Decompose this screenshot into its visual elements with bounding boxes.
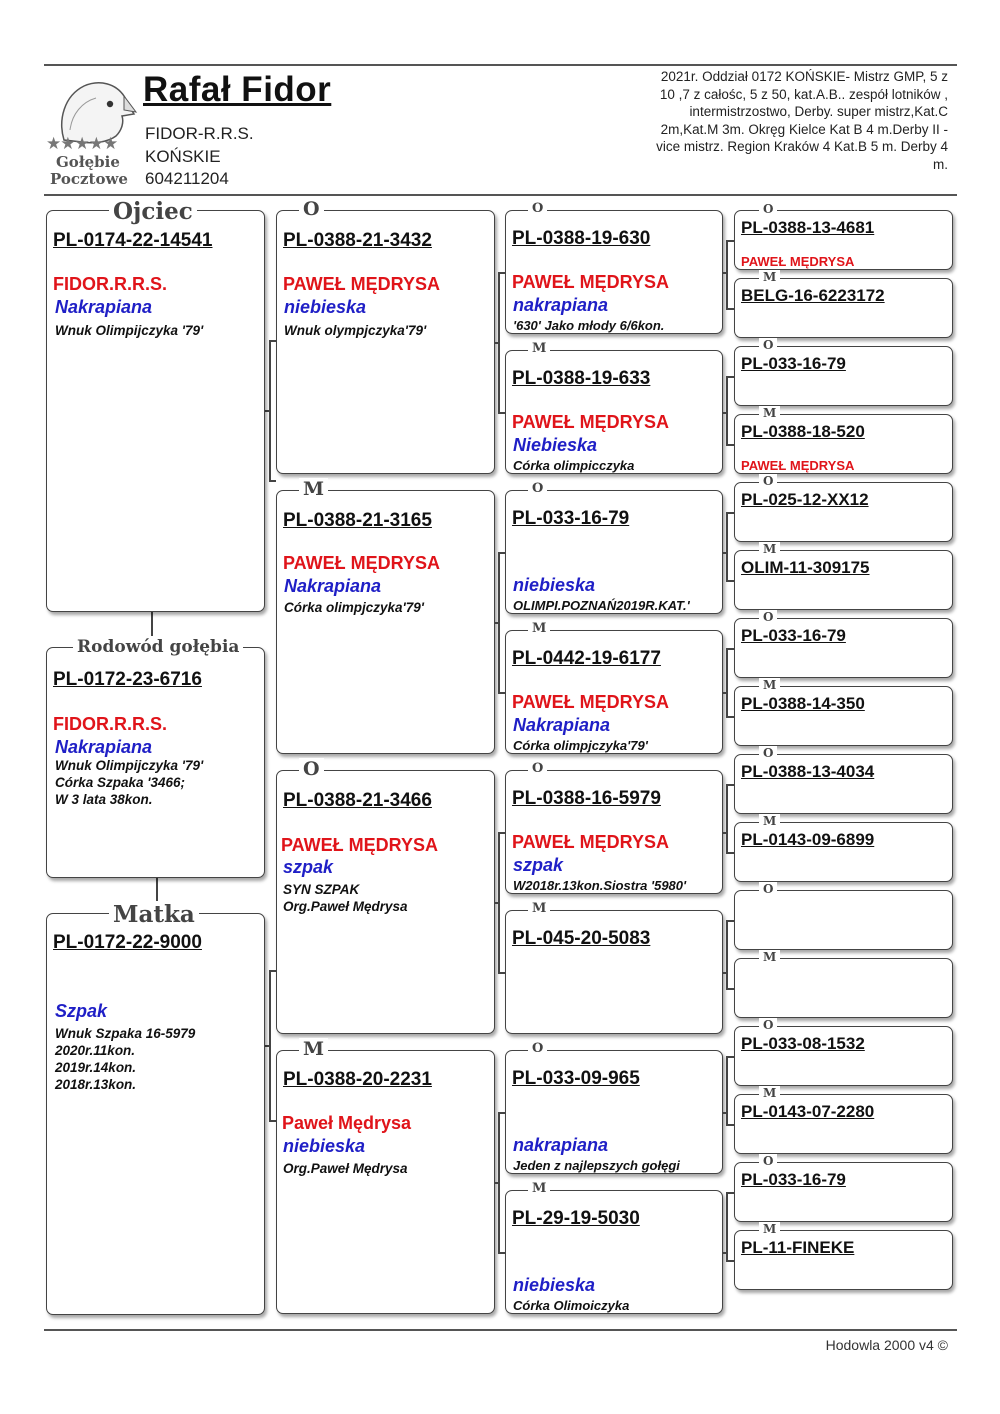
gen2-ring: PL-0388-21-3466 bbox=[283, 790, 432, 811]
logo-text-1: Gołębie bbox=[56, 153, 120, 171]
connector bbox=[156, 878, 158, 902]
gen4-card-8[interactable] bbox=[734, 746, 953, 814]
connector bbox=[269, 480, 276, 482]
gen2-breeder: PAWEŁ MĘDRYSA bbox=[283, 553, 441, 573]
gender-label: O bbox=[759, 882, 777, 896]
gen4-card-4[interactable] bbox=[734, 474, 953, 542]
gen2-card-3[interactable] bbox=[276, 1038, 495, 1314]
gen4-ring: PL-033-16-79 bbox=[741, 626, 846, 645]
gen2-color: niebieska bbox=[283, 1136, 366, 1156]
gen3-ring: PL-0388-19-630 bbox=[512, 228, 651, 249]
gender-label: O bbox=[759, 338, 777, 352]
logo-stars: ★★★★★ bbox=[46, 134, 118, 153]
achievements bbox=[603, 68, 948, 173]
connector bbox=[726, 988, 734, 990]
gen2-note bbox=[283, 881, 408, 915]
gen2-color: Nakrapiana bbox=[284, 576, 382, 596]
father-breeder: FIDOR.R.R.S. bbox=[53, 274, 168, 294]
gen4-ring: PL-0388-18-520 bbox=[741, 422, 865, 441]
father-label: Ojciec bbox=[109, 198, 197, 225]
connector bbox=[726, 648, 734, 650]
gender-label: M bbox=[299, 1038, 328, 1060]
gen4-card-14[interactable] bbox=[734, 1154, 953, 1222]
connector bbox=[498, 552, 500, 692]
connector bbox=[498, 832, 505, 834]
gen4-card-0[interactable] bbox=[734, 202, 953, 270]
gen4-ring: PL-033-16-79 bbox=[741, 354, 846, 373]
note-line: 2018r.13kon. bbox=[55, 1077, 137, 1092]
gen3-card-2[interactable] bbox=[505, 481, 723, 614]
connector bbox=[726, 1056, 734, 1058]
gen3-note: Córka olimpicczyka bbox=[513, 458, 635, 473]
connector bbox=[269, 340, 271, 480]
gen4-ring: PL-025-12-XX12 bbox=[741, 490, 869, 509]
gender-label: M bbox=[759, 950, 780, 964]
gen4-card-7[interactable] bbox=[734, 678, 953, 746]
gender-label: M bbox=[759, 1086, 780, 1100]
connector bbox=[498, 1112, 500, 1252]
gen3-note: '630' Jako młody 6/6kon. bbox=[513, 318, 665, 333]
gen2-ring: PL-0388-21-3432 bbox=[283, 230, 432, 251]
connector bbox=[269, 1120, 276, 1122]
gender-label: M bbox=[759, 406, 780, 420]
mother-label: Matka bbox=[109, 901, 199, 928]
subject-card[interactable] bbox=[46, 637, 265, 878]
mother-card[interactable] bbox=[46, 901, 265, 1315]
owner-phone: 604211204 bbox=[145, 169, 229, 188]
gen4-card-6[interactable] bbox=[734, 610, 953, 678]
connector bbox=[726, 240, 728, 308]
subject-breeder: FIDOR.R.R.S. bbox=[53, 714, 168, 734]
connector bbox=[726, 308, 734, 310]
gen3-color: Nakrapiana bbox=[513, 715, 611, 735]
connector bbox=[726, 1056, 728, 1124]
gender-label: O bbox=[759, 1018, 777, 1032]
gen3-ring: PL-045-20-5083 bbox=[512, 928, 651, 949]
gender-label: O bbox=[759, 474, 777, 488]
gen3-ring: PL-0388-16-5979 bbox=[512, 788, 661, 809]
achievement-line: 10 ,7 z całośc, 5 z 50, kat.A.B.. zespół lotników , bbox=[659, 86, 948, 102]
gen4-ring: BELG-16-6223172 bbox=[741, 286, 885, 305]
gen3-card-5[interactable] bbox=[505, 901, 723, 1034]
gen4-ring: OLIM-11-309175 bbox=[741, 558, 870, 577]
gender-label: O bbox=[759, 610, 777, 624]
connector bbox=[269, 970, 271, 1120]
connector bbox=[726, 444, 734, 446]
connector bbox=[726, 648, 728, 716]
connector bbox=[726, 1124, 734, 1126]
gen3-card-4[interactable] bbox=[505, 761, 723, 894]
connector bbox=[269, 970, 276, 972]
subject-color: Nakrapiana bbox=[55, 737, 153, 757]
gen3-breeder: PAWEŁ MĘDRYSA bbox=[512, 832, 670, 852]
note-line: Córka Szpaka '3466; bbox=[55, 775, 186, 790]
gen2-breeder: PAWEŁ MĘDRYSA bbox=[283, 274, 441, 294]
connector bbox=[498, 412, 505, 414]
note-line: Wnuk Olimpijczyka '79' bbox=[55, 758, 204, 773]
connector bbox=[726, 784, 734, 786]
gender-label: O bbox=[299, 758, 324, 780]
gender-label: M bbox=[759, 814, 780, 828]
father-note: Wnuk Olimpijczyka '79' bbox=[55, 323, 204, 338]
note-line: 2019r.14kon. bbox=[55, 1060, 137, 1075]
gen3-note: OLIMPI.POZNAŃ2019R.KAT.' bbox=[513, 598, 690, 613]
gen3-color: Niebieska bbox=[513, 435, 598, 455]
gen4-card-1[interactable] bbox=[734, 270, 953, 338]
gen3-note: Córka Olimoiczyka bbox=[513, 1298, 630, 1313]
gen3-breeder: PAWEŁ MĘDRYSA bbox=[512, 412, 670, 432]
gen3-ring: PL-0442-19-6177 bbox=[512, 648, 661, 669]
gen4-card-5[interactable] bbox=[734, 542, 953, 610]
software-credit: Hodowla 2000 v4 © bbox=[825, 1337, 948, 1353]
gender-label: O bbox=[759, 746, 777, 760]
connector bbox=[498, 1252, 505, 1254]
connector bbox=[498, 552, 505, 554]
connector bbox=[498, 272, 505, 274]
gen2-card-0[interactable] bbox=[276, 198, 495, 474]
gen2-note: Wnuk olympjczyka'79' bbox=[284, 323, 427, 338]
gen3-color: nakrapiana bbox=[513, 295, 609, 315]
pedigree-label: Rodowód gołębia bbox=[73, 637, 243, 657]
pigeon-logo bbox=[44, 70, 139, 188]
gen3-breeder: PAWEŁ MĘDRYSA bbox=[512, 692, 670, 712]
connector bbox=[726, 1260, 734, 1262]
gen4-card-3[interactable] bbox=[734, 406, 953, 474]
gen2-note: Org.Paweł Mędrysa bbox=[283, 1161, 408, 1176]
gender-label: M bbox=[528, 901, 550, 916]
gen4-ring: PL-0388-13-4681 bbox=[741, 218, 875, 237]
note-line: Org.Paweł Mędrysa bbox=[283, 899, 408, 914]
connector bbox=[498, 692, 505, 694]
gen3-card-7[interactable] bbox=[505, 1181, 723, 1314]
connector bbox=[498, 272, 500, 412]
note-line: SYN SZPAK bbox=[283, 882, 360, 897]
gender-label: O bbox=[299, 198, 324, 220]
gen2-color: niebieska bbox=[284, 297, 367, 317]
father-color: Nakrapiana bbox=[55, 297, 153, 317]
gen2-ring: PL-0388-21-3165 bbox=[283, 510, 432, 531]
connector bbox=[726, 512, 728, 580]
gen3-card-0[interactable] bbox=[505, 201, 723, 334]
mother-note bbox=[55, 1025, 195, 1093]
mother-ring: PL-0172-22-9000 bbox=[53, 932, 202, 953]
gen3-note: Córka olimpjczyka'79' bbox=[513, 738, 648, 753]
achievement-line: m. bbox=[933, 156, 948, 172]
gen3-color: nakrapiana bbox=[513, 1135, 609, 1155]
connector bbox=[726, 1192, 734, 1194]
gen3-color: szpak bbox=[513, 855, 564, 875]
gen2-note: Córka olimpjczyka'79' bbox=[284, 600, 424, 615]
achievement-line: 2m,Kat.M 3m. Okręg Kielce Kat B 4 m.Derby II - bbox=[660, 121, 948, 137]
gen3-ring: PL-033-09-965 bbox=[512, 1068, 640, 1089]
gen3-color: niebieska bbox=[513, 575, 596, 595]
gen4-card-10[interactable] bbox=[734, 882, 953, 950]
gen4-ring: PL-0388-14-350 bbox=[741, 694, 865, 713]
gen2-color: szpak bbox=[283, 857, 334, 877]
logo-text-2: Pocztowe bbox=[50, 170, 128, 188]
connector bbox=[726, 920, 734, 922]
gen2-card-1[interactable] bbox=[276, 478, 495, 754]
gen3-card-3[interactable] bbox=[505, 621, 723, 754]
connector bbox=[726, 920, 728, 988]
gender-label: O bbox=[528, 1041, 547, 1056]
gender-label: O bbox=[528, 201, 547, 216]
gender-label: M bbox=[759, 1222, 780, 1236]
gen4-card-13[interactable] bbox=[734, 1086, 953, 1154]
gen3-note: Jeden z najlepszych gołęgi bbox=[513, 1158, 680, 1173]
gender-label: M bbox=[528, 621, 550, 636]
connector bbox=[726, 852, 734, 854]
gender-label: M bbox=[759, 678, 780, 692]
gen3-color: niebieska bbox=[513, 1275, 596, 1295]
connector bbox=[498, 1112, 505, 1114]
connector bbox=[726, 580, 734, 582]
father-ring: PL-0174-22-14541 bbox=[53, 230, 213, 251]
connector bbox=[726, 1192, 728, 1260]
note-line: W 3 lata 38kon. bbox=[55, 792, 153, 807]
header-top-rule bbox=[44, 64, 957, 66]
gen4-card-12[interactable] bbox=[734, 1018, 953, 1086]
gen3-breeder: PAWEŁ MĘDRYSA bbox=[512, 272, 670, 292]
connector bbox=[151, 612, 153, 636]
gen4-ring: PL-11-FINEKE bbox=[741, 1238, 855, 1257]
connector bbox=[726, 376, 728, 444]
gen2-breeder: PAWEŁ MĘDRYSA bbox=[281, 835, 439, 855]
connector bbox=[726, 240, 734, 242]
note-line: 2020r.11kon. bbox=[55, 1043, 136, 1058]
gender-label: O bbox=[528, 481, 547, 496]
subject-ring: PL-0172-23-6716 bbox=[53, 669, 202, 690]
gender-label: M bbox=[528, 341, 550, 356]
gender-label: M bbox=[299, 478, 328, 500]
connector bbox=[726, 376, 734, 378]
gender-label: O bbox=[759, 202, 777, 216]
gen4-ring: PL-0143-07-2280 bbox=[741, 1102, 875, 1121]
mother-color: Szpak bbox=[55, 1001, 108, 1021]
father-card[interactable] bbox=[46, 198, 265, 612]
gender-label: M bbox=[759, 542, 780, 556]
achievement-line: 2021r. Oddział 0172 KOŃSKIE- Mistrz GMP, 5 z bbox=[660, 69, 948, 84]
gen4-breeder: PAWEŁ MĘDRYSA bbox=[741, 254, 855, 269]
gen2-card-2[interactable] bbox=[276, 758, 495, 1034]
gender-label: M bbox=[528, 1181, 550, 1196]
gen4-breeder: PAWEŁ MĘDRYSA bbox=[741, 458, 855, 473]
connector bbox=[498, 832, 500, 972]
gender-label: M bbox=[759, 270, 780, 284]
gender-label: O bbox=[528, 761, 547, 776]
gen3-card-6[interactable] bbox=[505, 1041, 723, 1174]
gen2-ring: PL-0388-20-2231 bbox=[283, 1069, 432, 1090]
gen4-ring: PL-033-08-1532 bbox=[741, 1034, 865, 1053]
gen4-card-9[interactable] bbox=[734, 814, 953, 882]
gen3-ring: PL-29-19-5030 bbox=[512, 1208, 640, 1229]
note-line: Wnuk Szpaka 16-5979 bbox=[55, 1026, 196, 1041]
connector bbox=[726, 716, 734, 718]
connector bbox=[726, 512, 734, 514]
owner-name: Rafał Fidor bbox=[143, 70, 332, 109]
gender-label: O bbox=[759, 1154, 777, 1168]
gen3-ring: PL-033-16-79 bbox=[512, 508, 630, 529]
gen4-card-11[interactable] bbox=[734, 950, 953, 1018]
gen3-note: W2018r.13kon.Siostra '5980' bbox=[513, 878, 687, 893]
loft-name: FIDOR-R.R.S. bbox=[145, 124, 254, 143]
footer-rule bbox=[44, 1329, 957, 1331]
gen4-ring: PL-0143-09-6899 bbox=[741, 830, 875, 849]
gen4-card-15[interactable] bbox=[734, 1222, 953, 1290]
connector bbox=[726, 784, 728, 852]
gen3-card-1[interactable] bbox=[505, 341, 723, 474]
owner-city: KOŃSKIE bbox=[145, 147, 221, 166]
connector bbox=[269, 340, 276, 342]
gen2-breeder: Paweł Mędrysa bbox=[282, 1113, 412, 1133]
achievement-line: intermistrzostwo, Derby. super mistrz,Kat.C bbox=[689, 104, 948, 119]
gen4-ring: PL-0388-13-4034 bbox=[741, 762, 875, 781]
gen3-ring: PL-0388-19-633 bbox=[512, 368, 651, 389]
gen4-card-2[interactable] bbox=[734, 338, 953, 406]
gen4-ring: PL-033-16-79 bbox=[741, 1170, 846, 1189]
connector bbox=[498, 972, 505, 974]
achievement-line: vice mistrz. Region Kraków 4 Kat.B 5 m. Derby 4 bbox=[656, 139, 948, 154]
subject-note bbox=[55, 757, 203, 808]
header-bottom-rule bbox=[44, 194, 957, 196]
